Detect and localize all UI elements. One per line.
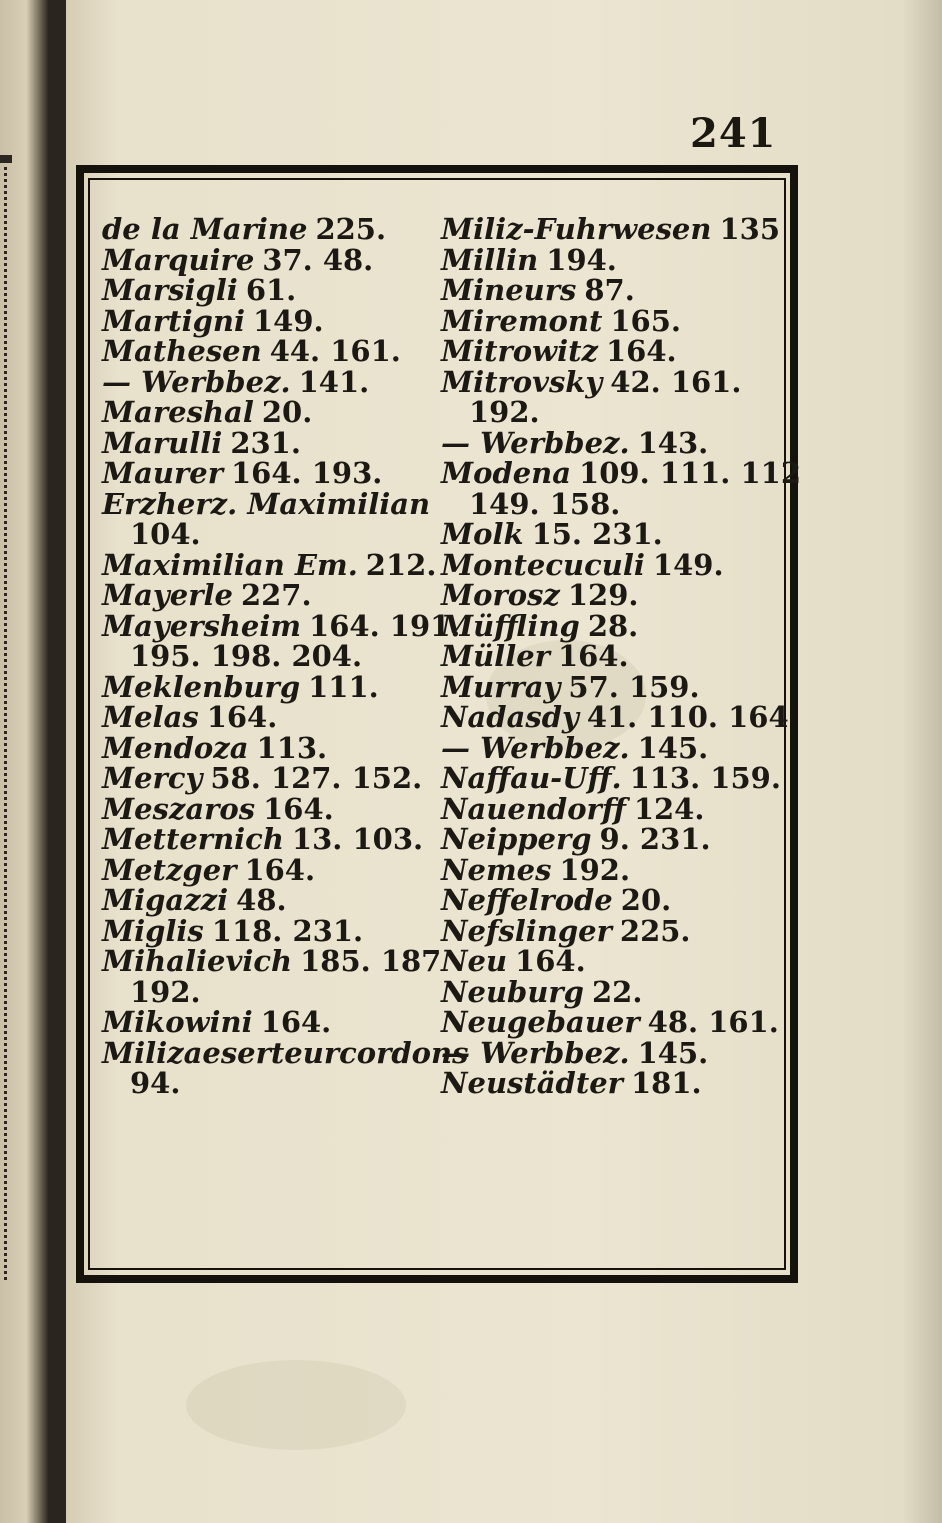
entry-page-refs: 194. — [546, 242, 617, 277]
entry-name: Mathesen — [102, 334, 262, 368]
index-entry — [102, 608, 468, 643]
index-entry — [441, 214, 801, 245]
index-entry-continuation — [102, 641, 468, 672]
index-entry — [102, 397, 468, 428]
entry-page-refs: 61. — [245, 273, 297, 307]
entry-page-refs: 42. 161. — [610, 364, 742, 399]
index-entry — [441, 791, 801, 826]
index-entry — [441, 885, 801, 916]
index-entry — [102, 763, 468, 794]
entry-page-refs: 164. — [206, 700, 278, 734]
entry-name: Mareshal — [102, 395, 254, 429]
entry-page-refs: 28. — [587, 608, 639, 643]
entry-name: Miliz-Fuhrwesen — [441, 212, 712, 246]
entry-page-refs: 141. — [298, 364, 370, 399]
entry-page-refs: 225. — [619, 913, 691, 948]
entry-name: Miglis — [102, 913, 204, 948]
entry-name: Murray — [441, 669, 561, 704]
index-entry — [102, 852, 468, 887]
index-entry — [441, 946, 801, 977]
entry-name: Mihalievich — [102, 944, 293, 978]
index-entry — [102, 1035, 469, 1070]
index-entry — [441, 458, 801, 489]
index-entry — [102, 946, 468, 977]
entry-page-refs: 111. — [308, 669, 379, 704]
index-entry — [441, 702, 801, 733]
index-entry — [441, 242, 801, 277]
entry-page-refs: 164. — [260, 1005, 332, 1039]
edge-dotted-rule — [4, 160, 13, 1280]
index-entry — [102, 303, 468, 338]
entry-page-refs: 164. — [605, 334, 677, 368]
index-column-right — [441, 214, 801, 1099]
entry-name: Maximilian Em. — [102, 547, 358, 582]
entry-page-refs: 149. 158. — [469, 486, 621, 521]
index-entry — [441, 669, 801, 704]
entry-name: Nauendorff — [441, 791, 626, 826]
entry-page-refs: 37. 48. — [262, 242, 374, 277]
entry-page-refs: 149. — [652, 547, 724, 582]
entry-page-refs: 145. — [637, 730, 709, 765]
entry-name: Melas — [102, 700, 199, 734]
entry-page-refs: 44. 161. — [269, 334, 401, 368]
index-entry — [441, 580, 801, 611]
entry-page-refs: 129. — [567, 578, 639, 612]
previous-page-edge — [0, 0, 48, 1523]
entry-name: Metzger — [102, 852, 237, 887]
index-entry — [102, 791, 468, 826]
entry-page-refs: 15. 231. — [531, 517, 663, 551]
index-entry — [441, 364, 801, 399]
entry-name: Neffelrode — [441, 883, 613, 917]
entry-page-refs: 149. — [252, 303, 324, 338]
entry-page-refs: 145. — [637, 1035, 709, 1070]
index-entry — [441, 730, 801, 765]
entry-name: Neugebauer — [441, 1005, 640, 1039]
entry-page-refs: 212. — [365, 547, 437, 582]
index-entry — [441, 913, 801, 948]
index-entry — [102, 275, 468, 306]
entry-name: Mendoza — [102, 730, 249, 765]
entry-name: Mineurs — [441, 273, 577, 307]
index-column-left — [102, 214, 468, 1099]
entry-page-refs: 231. — [230, 425, 301, 460]
index-entry — [102, 1007, 468, 1038]
entry-page-refs: 48. — [236, 883, 287, 917]
index-entry — [441, 1007, 801, 1038]
index-entry — [441, 608, 801, 643]
entry-name: Naffau-Uff. — [441, 761, 622, 795]
entry-page-refs: 57. 159. — [568, 669, 700, 704]
page-number: 241 — [690, 110, 777, 157]
index-entry — [441, 519, 801, 550]
page-shadow — [902, 0, 942, 1523]
index-entry — [441, 275, 801, 306]
entry-page-refs: 181. — [630, 1066, 702, 1100]
index-entry — [102, 336, 468, 367]
entry-page-refs: 164. — [515, 944, 586, 978]
entry-name: Montecuculi — [441, 547, 645, 582]
entry-name: Marsigli — [102, 273, 238, 307]
entry-page-refs: 164. 191. — [309, 608, 461, 643]
entry-name: Maurer — [102, 456, 223, 490]
entry-name: Marulli — [102, 425, 223, 460]
paper-stain — [186, 1360, 406, 1450]
index-entry — [102, 702, 468, 733]
entry-name: Mitrowitz — [441, 334, 598, 368]
entry-name: Marquire — [102, 242, 255, 277]
index-entry — [441, 974, 801, 1009]
index-entry-continuation — [102, 519, 468, 550]
index-entry — [102, 425, 468, 460]
index-entry — [102, 824, 468, 855]
index-entry — [102, 458, 468, 489]
index-entry-continuation — [102, 1068, 468, 1099]
index-entry — [102, 885, 468, 916]
index-entry — [102, 547, 468, 582]
entry-name: Nemes — [441, 852, 552, 887]
index-entry — [102, 242, 468, 277]
index-entry — [441, 1035, 801, 1070]
entry-name: Migazzi — [102, 883, 229, 917]
entry-name: — Werbbez. — [102, 364, 291, 399]
entry-name: Morosz — [441, 578, 560, 612]
entry-page-refs: 118. 231. — [211, 913, 364, 948]
entry-name: Nadasdy — [441, 700, 579, 734]
entry-page-refs: 164. — [557, 639, 629, 673]
entry-page-refs: 124. — [633, 791, 705, 826]
entry-name: Milizaeserteurcordons — [102, 1035, 469, 1070]
entry-page-refs: 227. — [240, 578, 312, 612]
index-entry — [102, 214, 468, 245]
entry-page-refs: 192. — [559, 852, 631, 887]
entry-name: — Werbbez. — [441, 425, 630, 460]
entry-page-refs: 41. 110. 164 — [586, 700, 789, 734]
entry-page-refs: 143. — [637, 425, 709, 460]
entry-page-refs: 104. — [130, 517, 201, 551]
entry-page-refs: 164. — [263, 791, 334, 826]
entry-name: Müffling — [441, 608, 580, 643]
index-entry — [441, 425, 801, 460]
entry-name: Neuburg — [441, 974, 584, 1009]
index-entry — [102, 486, 468, 521]
entry-name: Martigni — [102, 303, 245, 338]
entry-name: Erzherz. Maximilian — [102, 486, 431, 521]
index-entry — [102, 669, 468, 704]
entry-name: Mikowini — [102, 1005, 253, 1039]
index-entry — [441, 824, 801, 855]
entry-name: Meszaros — [102, 791, 256, 826]
entry-name: Nefslinger — [441, 913, 612, 948]
entry-name: Millin — [441, 242, 539, 277]
entry-page-refs: 87. — [584, 273, 635, 307]
book-gutter — [48, 0, 66, 1523]
index-entry — [441, 852, 801, 887]
entry-page-refs: 48. 161. — [647, 1005, 779, 1039]
entry-name: — Werbbez. — [441, 1035, 630, 1070]
entry-page-refs: 135 — [719, 212, 781, 246]
index-entry — [441, 1068, 801, 1099]
entry-name: Neipperg — [441, 822, 592, 856]
entry-name: Mayerle — [102, 578, 233, 612]
entry-page-refs: 13. 103. — [291, 822, 424, 856]
entry-name: Molk — [441, 517, 524, 551]
entry-page-refs: 165. — [610, 303, 681, 338]
entry-page-refs: 192. — [469, 395, 540, 429]
index-entry — [102, 913, 468, 948]
index-entry — [441, 763, 801, 794]
entry-page-refs: 20. — [261, 395, 313, 429]
entry-page-refs: 20. — [620, 883, 672, 917]
entry-page-refs: 109. 111. 112 — [579, 456, 802, 490]
entry-page-refs: 192. — [130, 974, 201, 1009]
entry-name: Neu — [441, 944, 508, 978]
index-entry-continuation — [102, 974, 468, 1009]
entry-page-refs: 9. 231. — [599, 822, 711, 856]
index-entry — [102, 580, 468, 611]
entry-name: de la Marine — [102, 212, 308, 246]
entry-name: Mercy — [102, 761, 203, 795]
entry-name: Müller — [441, 639, 550, 673]
index-entry — [441, 547, 801, 582]
index-entry — [441, 641, 801, 672]
entry-name: Modena — [441, 456, 572, 490]
entry-name: Miremont — [441, 303, 603, 338]
entry-name: Mitrovsky — [441, 364, 603, 399]
entry-page-refs: 195. 198. 204. — [130, 639, 363, 673]
entry-name: Metternich — [102, 822, 284, 856]
index-entry — [102, 730, 468, 765]
index-entry — [102, 364, 468, 399]
entry-page-refs: 185. 187 — [300, 944, 442, 978]
entry-page-refs: 164. 193. — [230, 456, 383, 490]
entry-name: — Werbbez. — [441, 730, 630, 765]
entry-page-refs: 94. — [130, 1066, 181, 1100]
entry-name: Neustädter — [441, 1066, 623, 1100]
entry-name: Meklenburg — [102, 669, 301, 704]
entry-page-refs: 113. 159. — [629, 761, 781, 795]
entry-page-refs: 58. 127. 152. — [210, 761, 423, 795]
entry-page-refs: 164. — [244, 852, 316, 887]
index-entry — [441, 303, 801, 338]
entry-page-refs: 225. — [315, 212, 387, 246]
entry-page-refs: 113. — [256, 730, 328, 765]
page — [66, 0, 942, 1523]
index-entry-continuation — [441, 486, 801, 521]
entry-name: Mayersheim — [102, 608, 302, 643]
entry-page-refs: 22. — [591, 974, 643, 1009]
index-entry-continuation — [441, 397, 801, 428]
index-entry — [441, 336, 801, 367]
